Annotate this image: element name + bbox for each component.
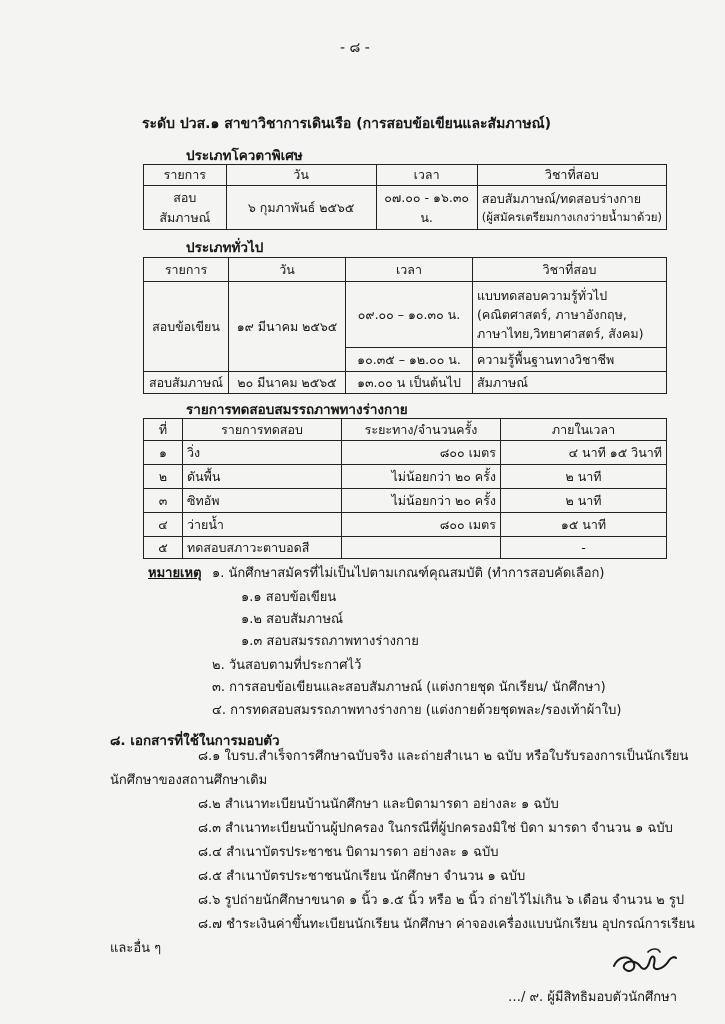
fitness-test: ซิทอัพ <box>183 489 342 513</box>
table-row <box>144 513 667 537</box>
table-row <box>144 537 667 559</box>
fitness-table <box>143 418 667 559</box>
fitness-time: ๑๕ นาที <box>501 513 667 537</box>
quota-time: ๐๗.๐๐ - ๑๖.๓๐ น. <box>376 186 477 230</box>
interview-date: ๒๐ มีนาคม ๒๕๖๕ <box>229 372 346 394</box>
quota-item: สอบสัมภาษณ์ <box>144 186 227 230</box>
signature-icon <box>608 944 680 984</box>
remarks-item-1-2: ๑.๒ สอบสัมภาษณ์ <box>241 612 344 627</box>
fitness-time: - <box>501 537 667 559</box>
section-8-item-5: ๘.๕ สำเนาบัตรประชาชนนักเรียน นักศึกษา จำนวน ๑ ฉบับ <box>198 869 526 884</box>
written-time-1: ๐๙.๐๐ – ๑๐.๓๐ น. <box>346 282 473 348</box>
fitness-header-amount: ระยะทาง/จำนวนครั้ง <box>342 419 501 441</box>
remarks-item-2: ๒. วันสอบตามที่ประกาศไว้ <box>212 658 362 673</box>
quota-header-date: วัน <box>226 165 376 186</box>
quota-subject <box>477 186 666 230</box>
general-header-date: วัน <box>229 258 346 282</box>
written-subject-1-line-3: ภาษาไทย,วิทยาศาสตร์, สังคม) <box>477 326 644 341</box>
written-subject-1 <box>473 282 667 348</box>
quota-date: ๖ กุมภาพันธ์ ๒๕๖๕ <box>226 186 376 230</box>
quota-title: ประเภทโควตาพิเศษ <box>186 148 303 164</box>
written-subject-1-line-2: (คณิตศาสตร์, ภาษาอังกฤษ, <box>477 307 627 322</box>
section-8-item-1: ๘.๑ ใบรบ.สำเร็จการศึกษาฉบับจริง และถ่ายสำเนา ๒ ฉบับ หรือใบรับรองการเป็นนักเรียน <box>198 749 689 764</box>
fitness-no: ๕ <box>144 537 183 559</box>
fitness-no: ๒ <box>144 465 183 489</box>
fitness-time: ๒ นาที <box>501 489 667 513</box>
fitness-test: วิ่ง <box>183 441 342 465</box>
written-subject-2: ความรู้พื้นฐานทางวิชาชีพ <box>473 348 667 372</box>
footer-next-page: …/ ๙. ผู้มีสิทธิมอบตัวนักศึกษา <box>508 990 678 1005</box>
interview-item: สอบสัมภาษณ์ <box>144 372 229 394</box>
section-8-item-7-cont: และอื่น ๆ <box>110 941 162 956</box>
fitness-amount: ๘๐๐ เมตร <box>342 513 501 537</box>
table-row <box>144 489 667 513</box>
fitness-header-no: ที่ <box>144 419 183 441</box>
fitness-amount <box>342 537 501 559</box>
remarks-item-1-1: ๑.๑ สอบข้อเขียน <box>241 590 337 605</box>
quota-header-item: รายการ <box>144 165 227 186</box>
fitness-amount: ไม่น้อยกว่า ๒๐ ครั้ง <box>342 465 501 489</box>
quota-subject-line-1: สอบสัมภาษณ์/ทดสอบร่างกาย <box>481 190 642 206</box>
table-row <box>144 465 667 489</box>
section-8-item-4: ๘.๔ สำเนาบัตรประชาชน บิดามารดา อย่างละ ๑ ฉบับ <box>198 845 499 860</box>
quota-subject-line-2: (ผู้สมัครเตรียมกางเกงว่ายน้ำมาด้วย) <box>481 209 662 224</box>
quota-header-time: เวลา <box>376 165 477 186</box>
written-date: ๑๙ มีนาคม ๒๕๖๕ <box>229 282 346 372</box>
fitness-test: ดันพื้น <box>183 465 342 489</box>
remarks-item-1: ๑. นักศึกษาสมัครที่ไม่เป็นไปตามเกณฑ์คุณสมบัติ (ทำการสอบคัดเลือก) <box>212 566 605 581</box>
section-8-item-6: ๘.๖ รูปถ่ายนักศึกษาขนาด ๑ นิ้ว ๑.๕ นิ้ว หรือ ๒ นิ้ว ถ่ายไว้ไม่เกิน ๖ เดือน จำนวน ๒ รูป <box>198 893 685 908</box>
fitness-amount: ๘๐๐ เมตร <box>342 441 501 465</box>
interview-time: ๑๓.๐๐ น เป็นต้นไป <box>346 372 473 394</box>
fitness-time: ๔ นาที ๑๕ วินาที <box>501 441 667 465</box>
fitness-no: ๑ <box>144 441 183 465</box>
fitness-header-time: ภายในเวลา <box>501 419 667 441</box>
table-row <box>144 441 667 465</box>
fitness-no: ๓ <box>144 489 183 513</box>
general-header-subject: วิชาที่สอบ <box>473 258 667 282</box>
quota-table <box>143 164 667 230</box>
fitness-test: ทดสอบสภาวะตาบอดสี <box>183 537 342 559</box>
general-title: ประเภททั่วไป <box>186 240 264 256</box>
general-header-item: รายการ <box>144 258 229 282</box>
fitness-title: รายการทดสอบสมรรถภาพทางร่างกาย <box>186 402 408 418</box>
remarks-item-4: ๔. การทดสอบสมรรถภาพทางร่างกาย (แต่งกายด้วยชุดพละ/รองเท้าผ้าใบ) <box>212 703 622 718</box>
section-8-title: ๘. เอกสารที่ใช้ในการมอบตัว <box>110 733 280 749</box>
remarks-item-1-3: ๑.๓ สอบสมรรถภาพทางร่างกาย <box>241 634 419 649</box>
general-table <box>143 257 667 394</box>
section-heading: ระดับ ปวส.๑ สาขาวิชาการเดินเรือ (การสอบข้อเขียนและสัมภาษณ์) <box>142 116 552 132</box>
page-number: - ๘ - <box>340 40 370 56</box>
fitness-amount: ไม่น้อยกว่า ๒๐ ครั้ง <box>342 489 501 513</box>
section-8-item-1-cont: นักศึกษาของสถานศึกษาเดิม <box>110 773 268 788</box>
fitness-time: ๒ นาที <box>501 465 667 489</box>
remarks-label: หมายเหตุ <box>148 566 202 581</box>
section-8-item-7: ๘.๗ ชำระเงินค่าขึ้นทะเบียนนักเรียน นักศึกษา ค่าจองเครื่องแบบนักเรียน อุปกรณ์การเรียน <box>198 917 695 932</box>
written-time-2: ๑๐.๓๕ – ๑๒.๐๐ น. <box>346 348 473 372</box>
fitness-no: ๔ <box>144 513 183 537</box>
section-8-item-3: ๘.๓ สำเนาทะเบียนบ้านผู้ปกครอง ในกรณีที่ผู้ปกครองมิใช่ บิดา มารดา จำนวน ๑ ฉบับ <box>198 821 673 836</box>
remarks-item-3: ๓. การสอบข้อเขียนและสอบสัมภาษณ์ (แต่งกายชุด นักเรียน/ นักศึกษา) <box>212 680 606 695</box>
written-item: สอบข้อเขียน <box>144 282 229 372</box>
written-subject-1-line-1: แบบทดสอบความรู้ทั่วไป <box>477 288 608 303</box>
interview-subject: สัมภาษณ์ <box>473 372 667 394</box>
general-header-time: เวลา <box>346 258 473 282</box>
fitness-test: ว่ายน้ำ <box>183 513 342 537</box>
fitness-header-test: รายการทดสอบ <box>183 419 342 441</box>
section-8-item-2: ๘.๒ สำเนาทะเบียนบ้านนักศึกษา และบิดามารดา อย่างละ ๑ ฉบับ <box>198 797 559 812</box>
quota-header-subject: วิชาที่สอบ <box>477 165 666 186</box>
